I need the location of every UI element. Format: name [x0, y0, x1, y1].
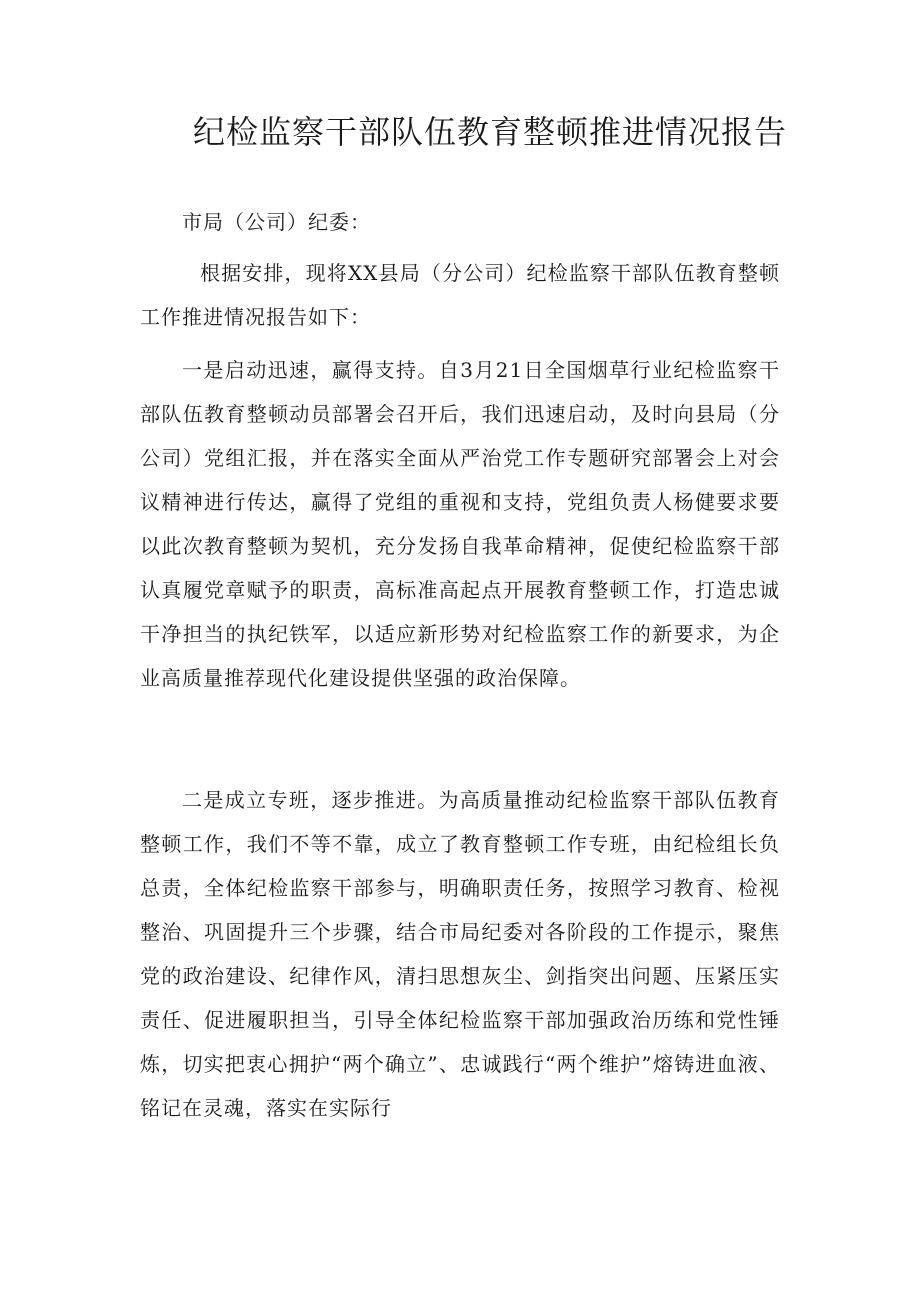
paragraph-section-one: 一是启动迅速，赢得支持。自3月21日全国烟草行业纪检监察干部队伍教育整顿动员部署会召开后，我们迅速启动，及时向县局（分公司）党组汇报，并在落实全面从严治党工作专题研究部署会上对会议精神进行传达，赢得了党组的重视和支持，党组负责人杨健要求要以此次教育整顿为契机，充分发扬自我革命精神，促使纪检监察干部认真履党章赋予的职责，高标准高起点开展教育整顿工作，打造忠诚干净担当的执纪铁军，以适应新形势对纪检监察工作的新要求，为企业高质量推荐现代化建设提供坚强的政治保障。: [140, 358, 780, 690]
paragraph-intro: 根据安排，现将XX县局（分公司）纪检监察干部队伍教育整顿工作推进情况报告如下：: [140, 261, 780, 329]
paragraph-section-two: 二是成立专班，逐步推进。为高质量推动纪检监察干部队伍教育整顿工作，我们不等不靠，成立了教育整顿工作专班，由纪检组长负总责，全体纪检监察干部参与，明确职责任务，按照学习教育、检视整治、巩固提升三个步骤，结合市局纪委对各阶段的工作提示，聚焦党的政治建设、纪律作风，清扫思想灰尘、剑指突出问题、压紧压实责任、促进履职担当，引导全体纪检监察干部加强政治历练和党性锤炼，切实把衷心拥护“两个确立”、忠诚践行“两个维护”熔铸进血液、铭记在灵魂，落实在实际行: [140, 788, 780, 1120]
addressee-line: 市局（公司）纪委：: [182, 210, 371, 234]
document-title: 纪检监察干部队伍教育整顿推进情况报告: [192, 113, 787, 151]
